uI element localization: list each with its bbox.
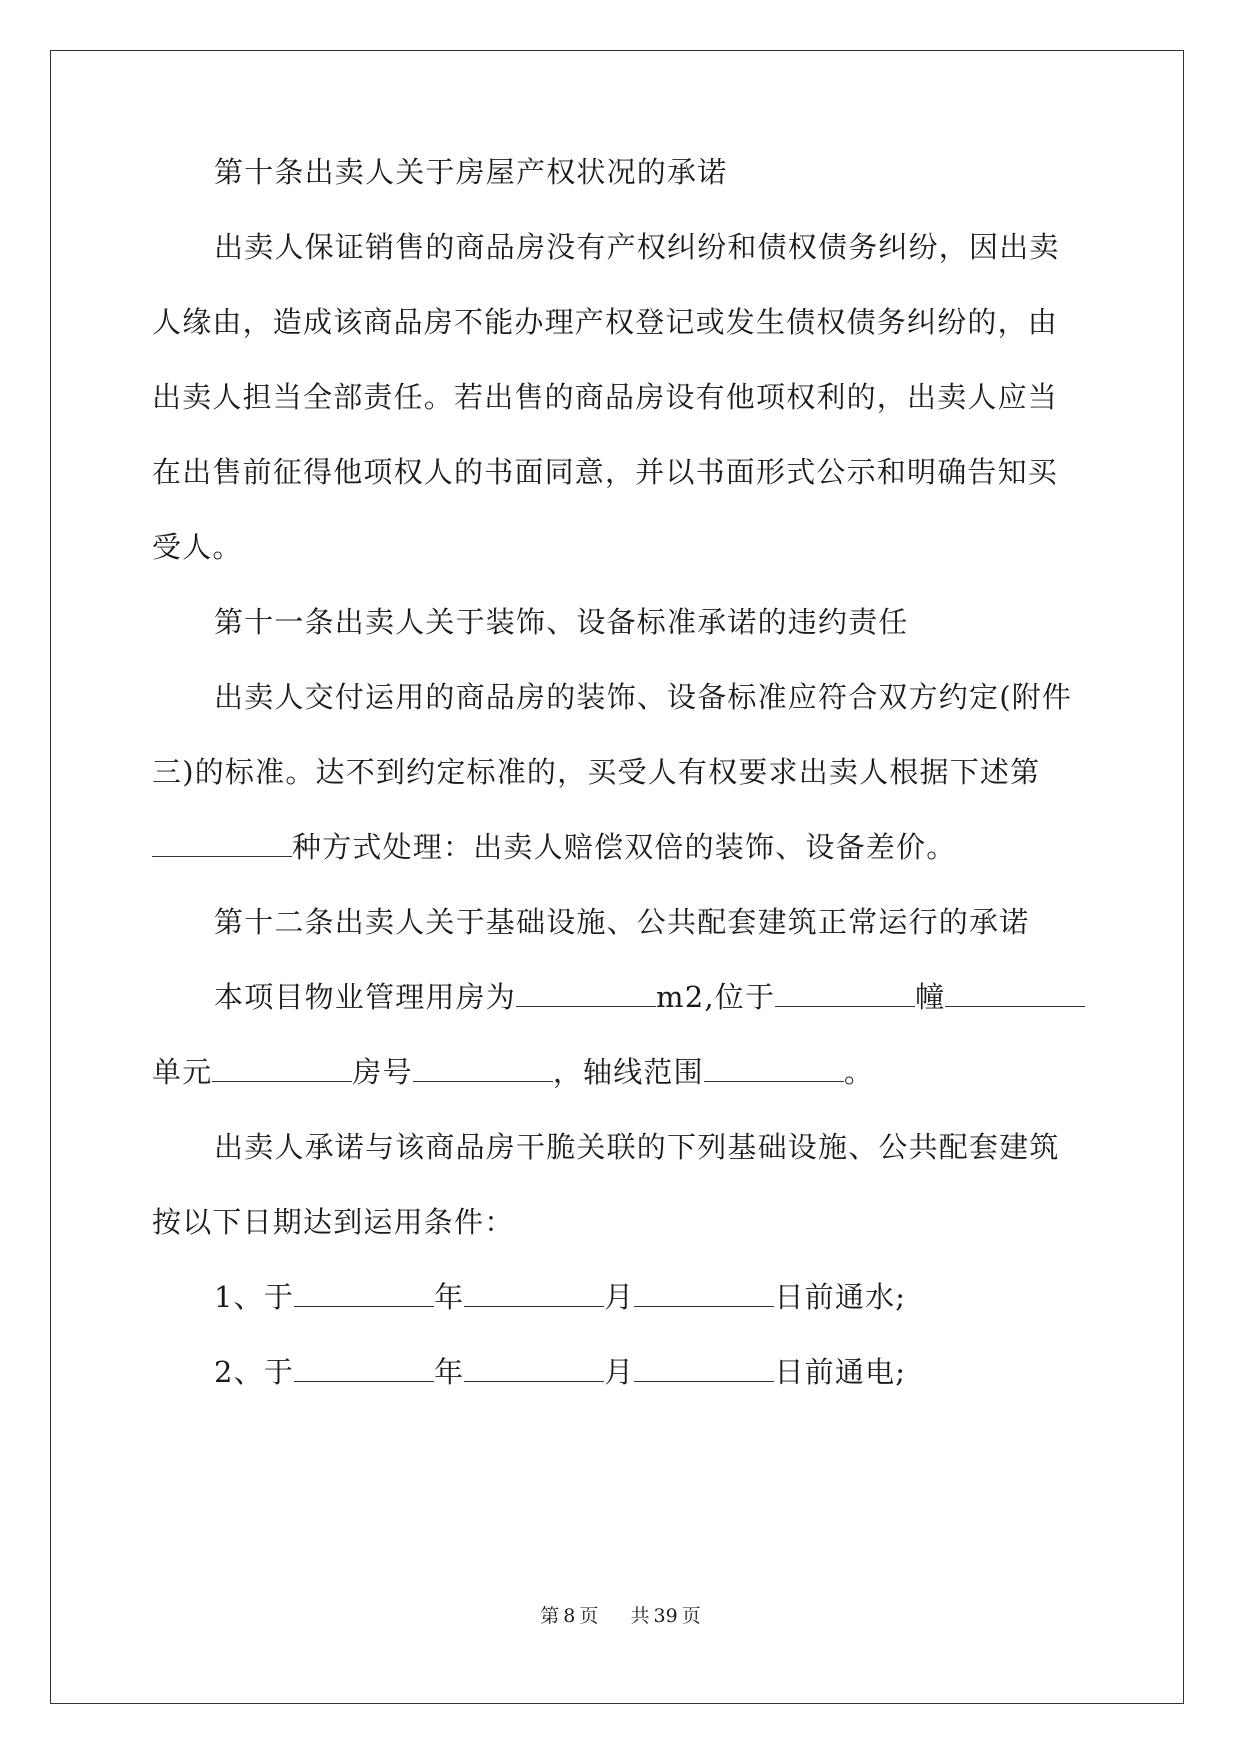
paragraph-line: 人缘由，造成该商品房不能办理产权登记或发生债权债务纠纷的，由 (152, 305, 1059, 339)
blank-field (516, 980, 656, 1007)
page-indicator: 第 8 页 (540, 1605, 599, 1627)
paragraph-line: 出卖人承诺与该商品房干脆关联的下列基础设施、公共配套建筑 (214, 1130, 1060, 1164)
blank-field (212, 1055, 352, 1082)
blank-field (294, 1355, 434, 1382)
blank-field (945, 980, 1085, 1007)
article-12-heading: 第十二条出卖人关于基础设施、公共配套建筑正常运行的承诺 (214, 905, 1030, 939)
paragraph-line: 受人。 (152, 530, 243, 564)
paragraph-line: 三)的标准。达不到约定标准的，买受人有权要求出卖人根据下述第 (152, 755, 1041, 789)
page-border (50, 50, 1184, 1704)
page-footer (0, 1604, 1241, 1628)
list-item-electricity: 2、于 年 月 日前通电; (214, 1355, 907, 1389)
article-11-heading: 第十一条出卖人关于装饰、设备标准承诺的违约责任 (214, 605, 909, 639)
paragraph-line: 出卖人担当全部责任。若出售的商品房设有他项权利的，出卖人应当 (152, 380, 1059, 414)
paragraph-line: 本项目物业管理用房为 m2,位于 幢 (214, 977, 1085, 1017)
paragraph-line: 按以下日期达到运用条件： (152, 1205, 515, 1239)
total-pages-indicator: 共 39 页 (630, 1605, 701, 1627)
article-10-heading: 第十条出卖人关于房屋产权状况的承诺 (214, 155, 728, 189)
paragraph-line: 出卖人交付运用的商品房的装饰、设备标准应符合双方约定(附件 (214, 680, 1073, 714)
blank-field (413, 1055, 553, 1082)
list-item-water: 1、于 年 月 日前通水; (214, 1280, 907, 1314)
blank-field (294, 1280, 434, 1307)
blank-field (704, 1055, 844, 1082)
paragraph-line: 单元 房号 ，轴线范围 。 (152, 1055, 875, 1089)
blank-field (634, 1280, 774, 1307)
blank-field (775, 980, 915, 1007)
blank-field (152, 830, 292, 857)
paragraph-line: 在出售前征得他项权人的书面同意，并以书面形式公示和明确告知买 (152, 455, 1059, 489)
paragraph-line: 出卖人保证销售的商品房没有产权纠纷和债权债务纠纷，因出卖 (214, 230, 1060, 264)
blank-field (464, 1355, 604, 1382)
paragraph-line: 种方式处理：出卖人赔偿双倍的装饰、设备差价。 (152, 827, 956, 867)
blank-field (464, 1280, 604, 1307)
blank-field (634, 1355, 774, 1382)
